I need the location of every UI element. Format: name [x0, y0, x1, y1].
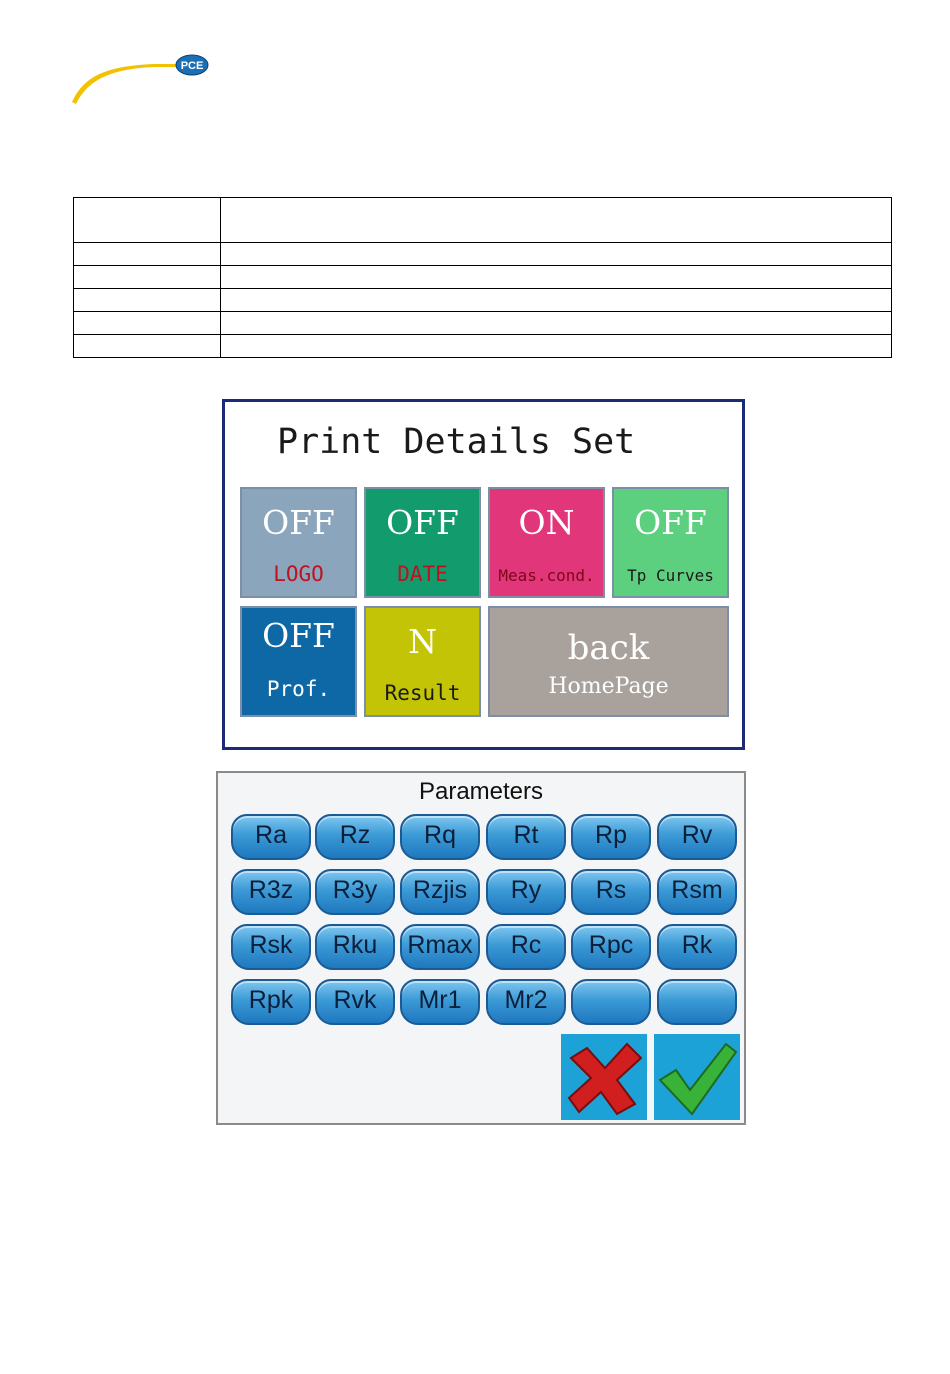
param-button-rsk[interactable]: Rsk	[231, 924, 311, 970]
param-button-ry[interactable]: Ry	[486, 869, 566, 915]
back-label: back	[567, 628, 650, 668]
cancel-button[interactable]	[561, 1034, 647, 1120]
param-button-rt[interactable]: Rt	[486, 814, 566, 860]
param-button-rpc[interactable]: Rpc	[571, 924, 651, 970]
profile-toggle-value: OFF	[262, 616, 335, 655]
tp-curves-toggle-button[interactable]	[612, 487, 729, 598]
param-button-rvk[interactable]: Rvk	[315, 979, 395, 1025]
param-button-ra[interactable]: Ra	[231, 814, 311, 860]
result-toggle-value: N	[408, 622, 437, 661]
date-toggle-label: DATE	[397, 562, 448, 586]
tp-curves-toggle-value: OFF	[634, 503, 707, 542]
param-button-rz[interactable]: Rz	[315, 814, 395, 860]
param-button-rpk[interactable]: Rpk	[231, 979, 311, 1025]
result-toggle-label: Result	[384, 681, 461, 705]
param-button-rq[interactable]: Rq	[400, 814, 480, 860]
tp-curves-toggle-label: Tp Curves	[627, 566, 714, 585]
param-button-rzjis[interactable]: Rzjis	[400, 869, 480, 915]
table-header-row	[74, 198, 892, 243]
param-button-rv[interactable]: Rv	[657, 814, 737, 860]
homepage-label: HomePage	[548, 674, 669, 699]
meas-cond-toggle-button[interactable]	[488, 487, 605, 598]
date-toggle-value: OFF	[386, 503, 459, 542]
param-button-rk[interactable]: Rk	[657, 924, 737, 970]
param-button-r3y[interactable]: R3y	[315, 869, 395, 915]
table-row	[74, 266, 892, 289]
meas-cond-toggle-value: ON	[518, 503, 575, 542]
empty-table	[73, 197, 892, 358]
table-row	[74, 335, 892, 358]
red-x-icon	[561, 1034, 647, 1120]
green-check-icon	[654, 1034, 740, 1120]
table-row	[74, 289, 892, 312]
result-toggle-button[interactable]	[364, 606, 481, 717]
parameters-screen	[216, 771, 746, 1125]
param-button-rku[interactable]: Rku	[315, 924, 395, 970]
profile-toggle-button[interactable]	[240, 606, 357, 717]
table-row	[74, 312, 892, 335]
param-button-rp[interactable]: Rp	[571, 814, 651, 860]
param-button-rmax[interactable]: Rmax	[400, 924, 480, 970]
pce-logo	[70, 54, 220, 110]
print-details-title: Print Details Set	[277, 422, 636, 462]
param-button-empty[interactable]	[571, 979, 651, 1025]
param-button-rs[interactable]: Rs	[571, 869, 651, 915]
param-button-empty[interactable]	[657, 979, 737, 1025]
meas-cond-toggle-label: Meas.cond.	[498, 566, 595, 585]
profile-toggle-label: Prof.	[266, 677, 331, 701]
table-row	[74, 243, 892, 266]
date-toggle-button[interactable]	[364, 487, 481, 598]
param-button-r3z[interactable]: R3z	[231, 869, 311, 915]
param-button-rc[interactable]: Rc	[486, 924, 566, 970]
logo-toggle-value: OFF	[262, 503, 335, 542]
parameters-title: Parameters	[418, 778, 544, 805]
param-button-mr2[interactable]: Mr2	[486, 979, 566, 1025]
print-details-screen	[222, 399, 745, 750]
param-button-mr1[interactable]: Mr1	[400, 979, 480, 1025]
confirm-button[interactable]	[654, 1034, 740, 1120]
param-button-rsm[interactable]: Rsm	[657, 869, 737, 915]
logo-text: PCE	[180, 60, 204, 72]
back-homepage-button[interactable]	[488, 606, 729, 717]
logo-toggle-button[interactable]	[240, 487, 357, 598]
logo-toggle-label: LOGO	[273, 562, 324, 586]
